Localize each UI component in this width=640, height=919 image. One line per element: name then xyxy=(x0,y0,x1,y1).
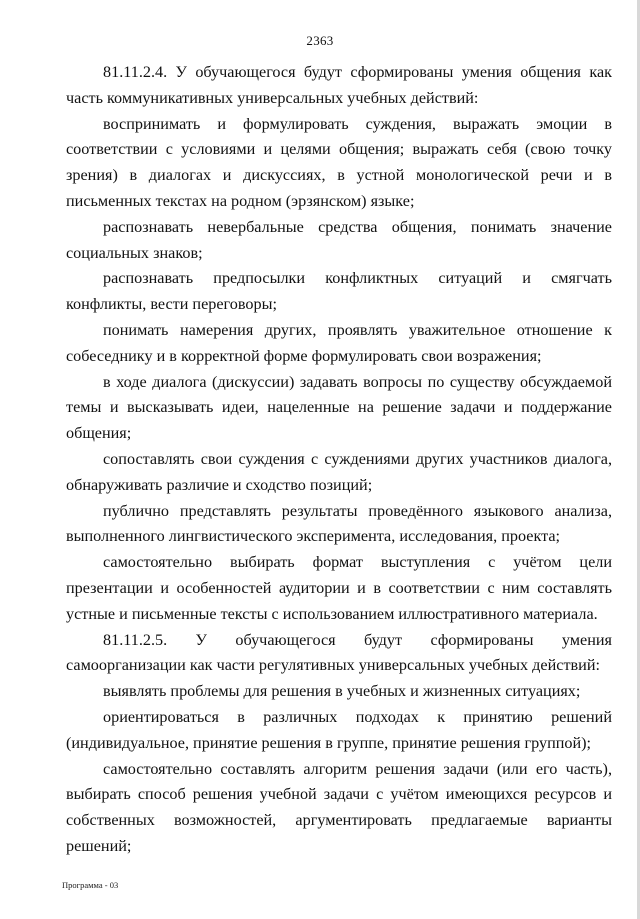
page-number: 2363 xyxy=(306,33,334,48)
document-body xyxy=(66,60,612,860)
document-footer: Программа - 03 xyxy=(62,880,119,890)
list-item: публично представлять результаты проведённого языкового анализа, выполненного лингвистического эксперимента, исследования, проекта; xyxy=(66,501,612,546)
list-item: выявлять проблемы для решения в учебных и жизненных ситуациях; xyxy=(103,682,581,701)
list-item: сопоставлять свои суждения с суждениями других участников диалога, обнаруживать различие и сходство позиций; xyxy=(66,449,612,494)
section-heading-81-11-2-4: 81.11.2.4. У обучающегося будут сформированы умения общения как часть коммуникативных универсальных учебных действий: xyxy=(66,63,612,107)
list-item: в ходе диалога (дискуссии) задавать вопросы по существу обсуждаемой темы и высказывать идеи, нацеленные на решение задачи и поддержание общения; xyxy=(66,372,612,443)
list-item: самостоятельно выбирать формат выступления с учётом цели презентации и особенностей аудитории и в соответствии с ним составлять устные и письменные тексты с использованием иллюстративного материала. xyxy=(66,553,612,623)
list-item: распознавать предпосылки конфликтных ситуаций и смягчать конфликты, вести переговоры; xyxy=(66,269,612,314)
list-item: воспринимать и формулировать суждения, выражать эмоции в соответствии с условиями и целями общения; выражать себя (свою точку зрения) в диалогах и дискуссиях, в устной монологической речи и в письменных текстах на родном (эрзянском) языке; xyxy=(66,114,612,210)
list-item: ориентироваться в различных подходах к принятию решений (индивидуальное, принятие решения в группе, принятие решения группой); xyxy=(66,707,612,752)
list-item: самостоятельно составлять алгоритм решения задачи (или его часть), выбирать способ решения учебной задачи с учётом имеющихся ресурсов и собственных возможностей, аргументировать предлагаемые варианты решений; xyxy=(66,759,612,855)
list-item: распознавать невербальные средства общения, понимать значение социальных знаков; xyxy=(66,217,612,262)
section-heading-81-11-2-5: 81.11.2.5. У обучающегося будут сформированы умения самоорганизации как части регулятивных универсальных учебных действий: xyxy=(66,630,612,675)
list-item: понимать намерения других, проявлять уважительное отношение к собеседнику и в корректной форме формулировать свои возражения; xyxy=(66,320,612,365)
